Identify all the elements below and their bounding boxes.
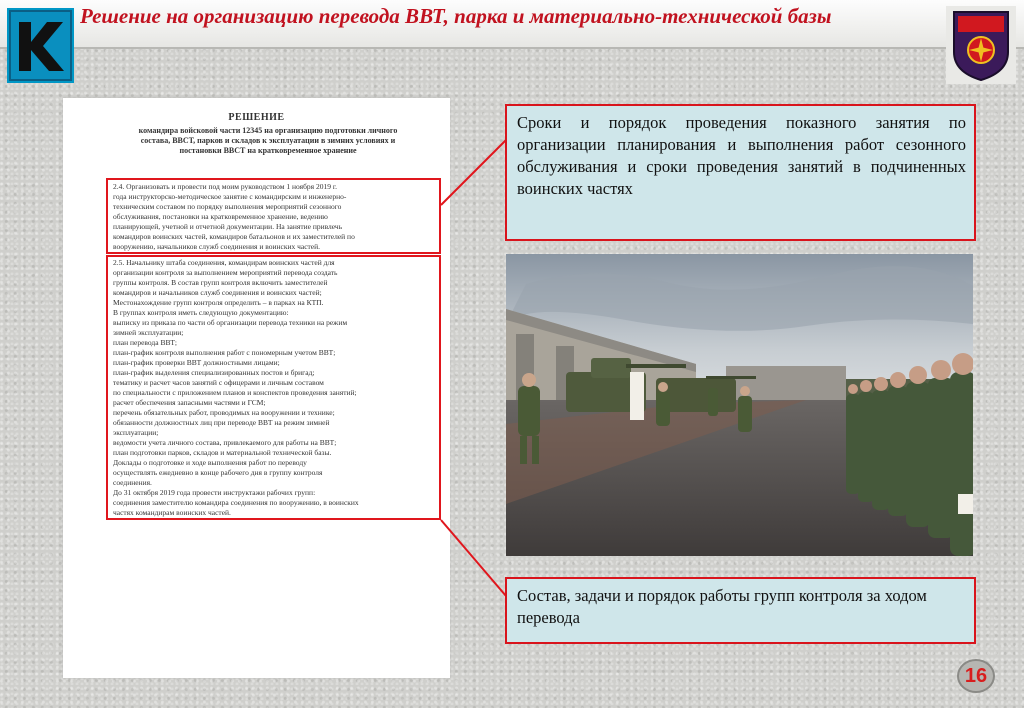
subheading-line: командира войсковой части 12345 на организацию подготовки личного	[138, 126, 398, 135]
doc-line: 2.4. Организовать и провести под моим руководством 1 ноября 2019 г.	[113, 182, 337, 191]
doc-line: обязанности должностных лиц при переводе ВВТ на режим зимней	[113, 418, 330, 427]
doc-line: план подготовки парков, складов и материальной технической базы.	[113, 448, 332, 457]
connector-line-top	[441, 140, 506, 205]
doc-line: перечень обязательных работ, проводимых на вооружении и технике;	[113, 408, 335, 417]
doc-line: план-график проверки ВВТ должностными лицами;	[113, 358, 280, 367]
doc-line: Доклады о подготовке и ходе выполнения работ по переводу	[113, 458, 307, 467]
doc-line: обслуживания, постановки на кратковременное хранение, ведению	[113, 212, 328, 221]
doc-line: выписку из приказа по части об организации перевода техники на режим	[113, 318, 348, 327]
doc-line: организации контроля за выполнением мероприятий перевода создать	[113, 268, 338, 277]
doc-line: техническим составом по порядку выполнения мероприятий сезонного	[113, 202, 342, 211]
doc-line: командиров и начальников служб соединения и воинских частей;	[113, 288, 322, 297]
doc-line: тематику и расчет часов занятий с офицерами и личным составом	[113, 378, 324, 387]
doc-line: командиров воинских частей, командиров батальонов и их заместителей по	[113, 232, 355, 241]
subheading-line: постановки ВВСТ на кратковременное хранение	[179, 146, 357, 155]
doc-line: по специальности с приложением планов и конспектов проведения занятий;	[113, 388, 357, 397]
doc-line: соединения заместителю командира соединения по вооружению, в воинских	[113, 498, 359, 507]
doc-line: ведомости учета личного состава, привлекаемого для работы на ВВТ;	[113, 438, 337, 447]
doc-line: Местонахождение групп контроля определить – в парках на КТП.	[113, 298, 324, 307]
page-number-badge: 16	[957, 659, 995, 693]
doc-line: В группах контроля иметь следующую документацию:	[113, 308, 289, 317]
connector-line-bottom	[441, 520, 506, 596]
callout-top: Сроки и порядок проведения показного занятия по организации планирования и выполнения работ сезонного обслуживания и сроки проведения занятий в подчиненных воинских частях	[505, 104, 976, 241]
doc-line: эксплуатации;	[113, 428, 159, 437]
doc-line: план перевода ВВТ;	[113, 338, 178, 347]
document-heading: РЕШЕНИЕ	[228, 112, 285, 123]
parade-photo	[506, 254, 973, 556]
doc-line: расчет обеспечения запасными частями и ГСМ;	[113, 398, 266, 407]
doc-line: план-график контроля выполнения работ с пономерным учетом ВВТ;	[113, 348, 336, 357]
doc-line: вооружению, начальников служб соединения и воинских частей.	[113, 242, 321, 251]
doc-line: 2.5. Начальнику штаба соединения, командирам воинских частей для	[113, 258, 335, 267]
doc-line: план-график выделения специализированных постов и бригад;	[113, 368, 315, 377]
callout-bottom: Состав, задачи и порядок работы групп контроля за ходом перевода	[505, 577, 976, 644]
doc-line: соединения.	[113, 478, 152, 487]
subheading-line: состава, ВВСТ, парков и складов к эксплуатации в зимних условиях и	[140, 136, 396, 145]
doc-line: группы контроля. В состав групп контроля включить заместителей	[113, 278, 328, 287]
doc-line: частях командирам воинских частей.	[113, 508, 231, 517]
doc-line: осуществлять ежедневно в конце рабочего дня в группу контроля	[113, 468, 323, 477]
doc-line: До 31 октября 2019 года провести инструктажи рабочих групп:	[113, 488, 316, 497]
doc-line: планирующей, учетной и отчетной документации. На занятие привлечь	[113, 222, 343, 231]
doc-line: года инструкторско-методическое занятие с командирским и инженерно-	[113, 192, 347, 201]
page-title: Решение на организацию перевода ВВТ, парка и материально-технической базы	[80, 4, 832, 28]
doc-line: зимней эксплуатации;	[113, 328, 184, 337]
